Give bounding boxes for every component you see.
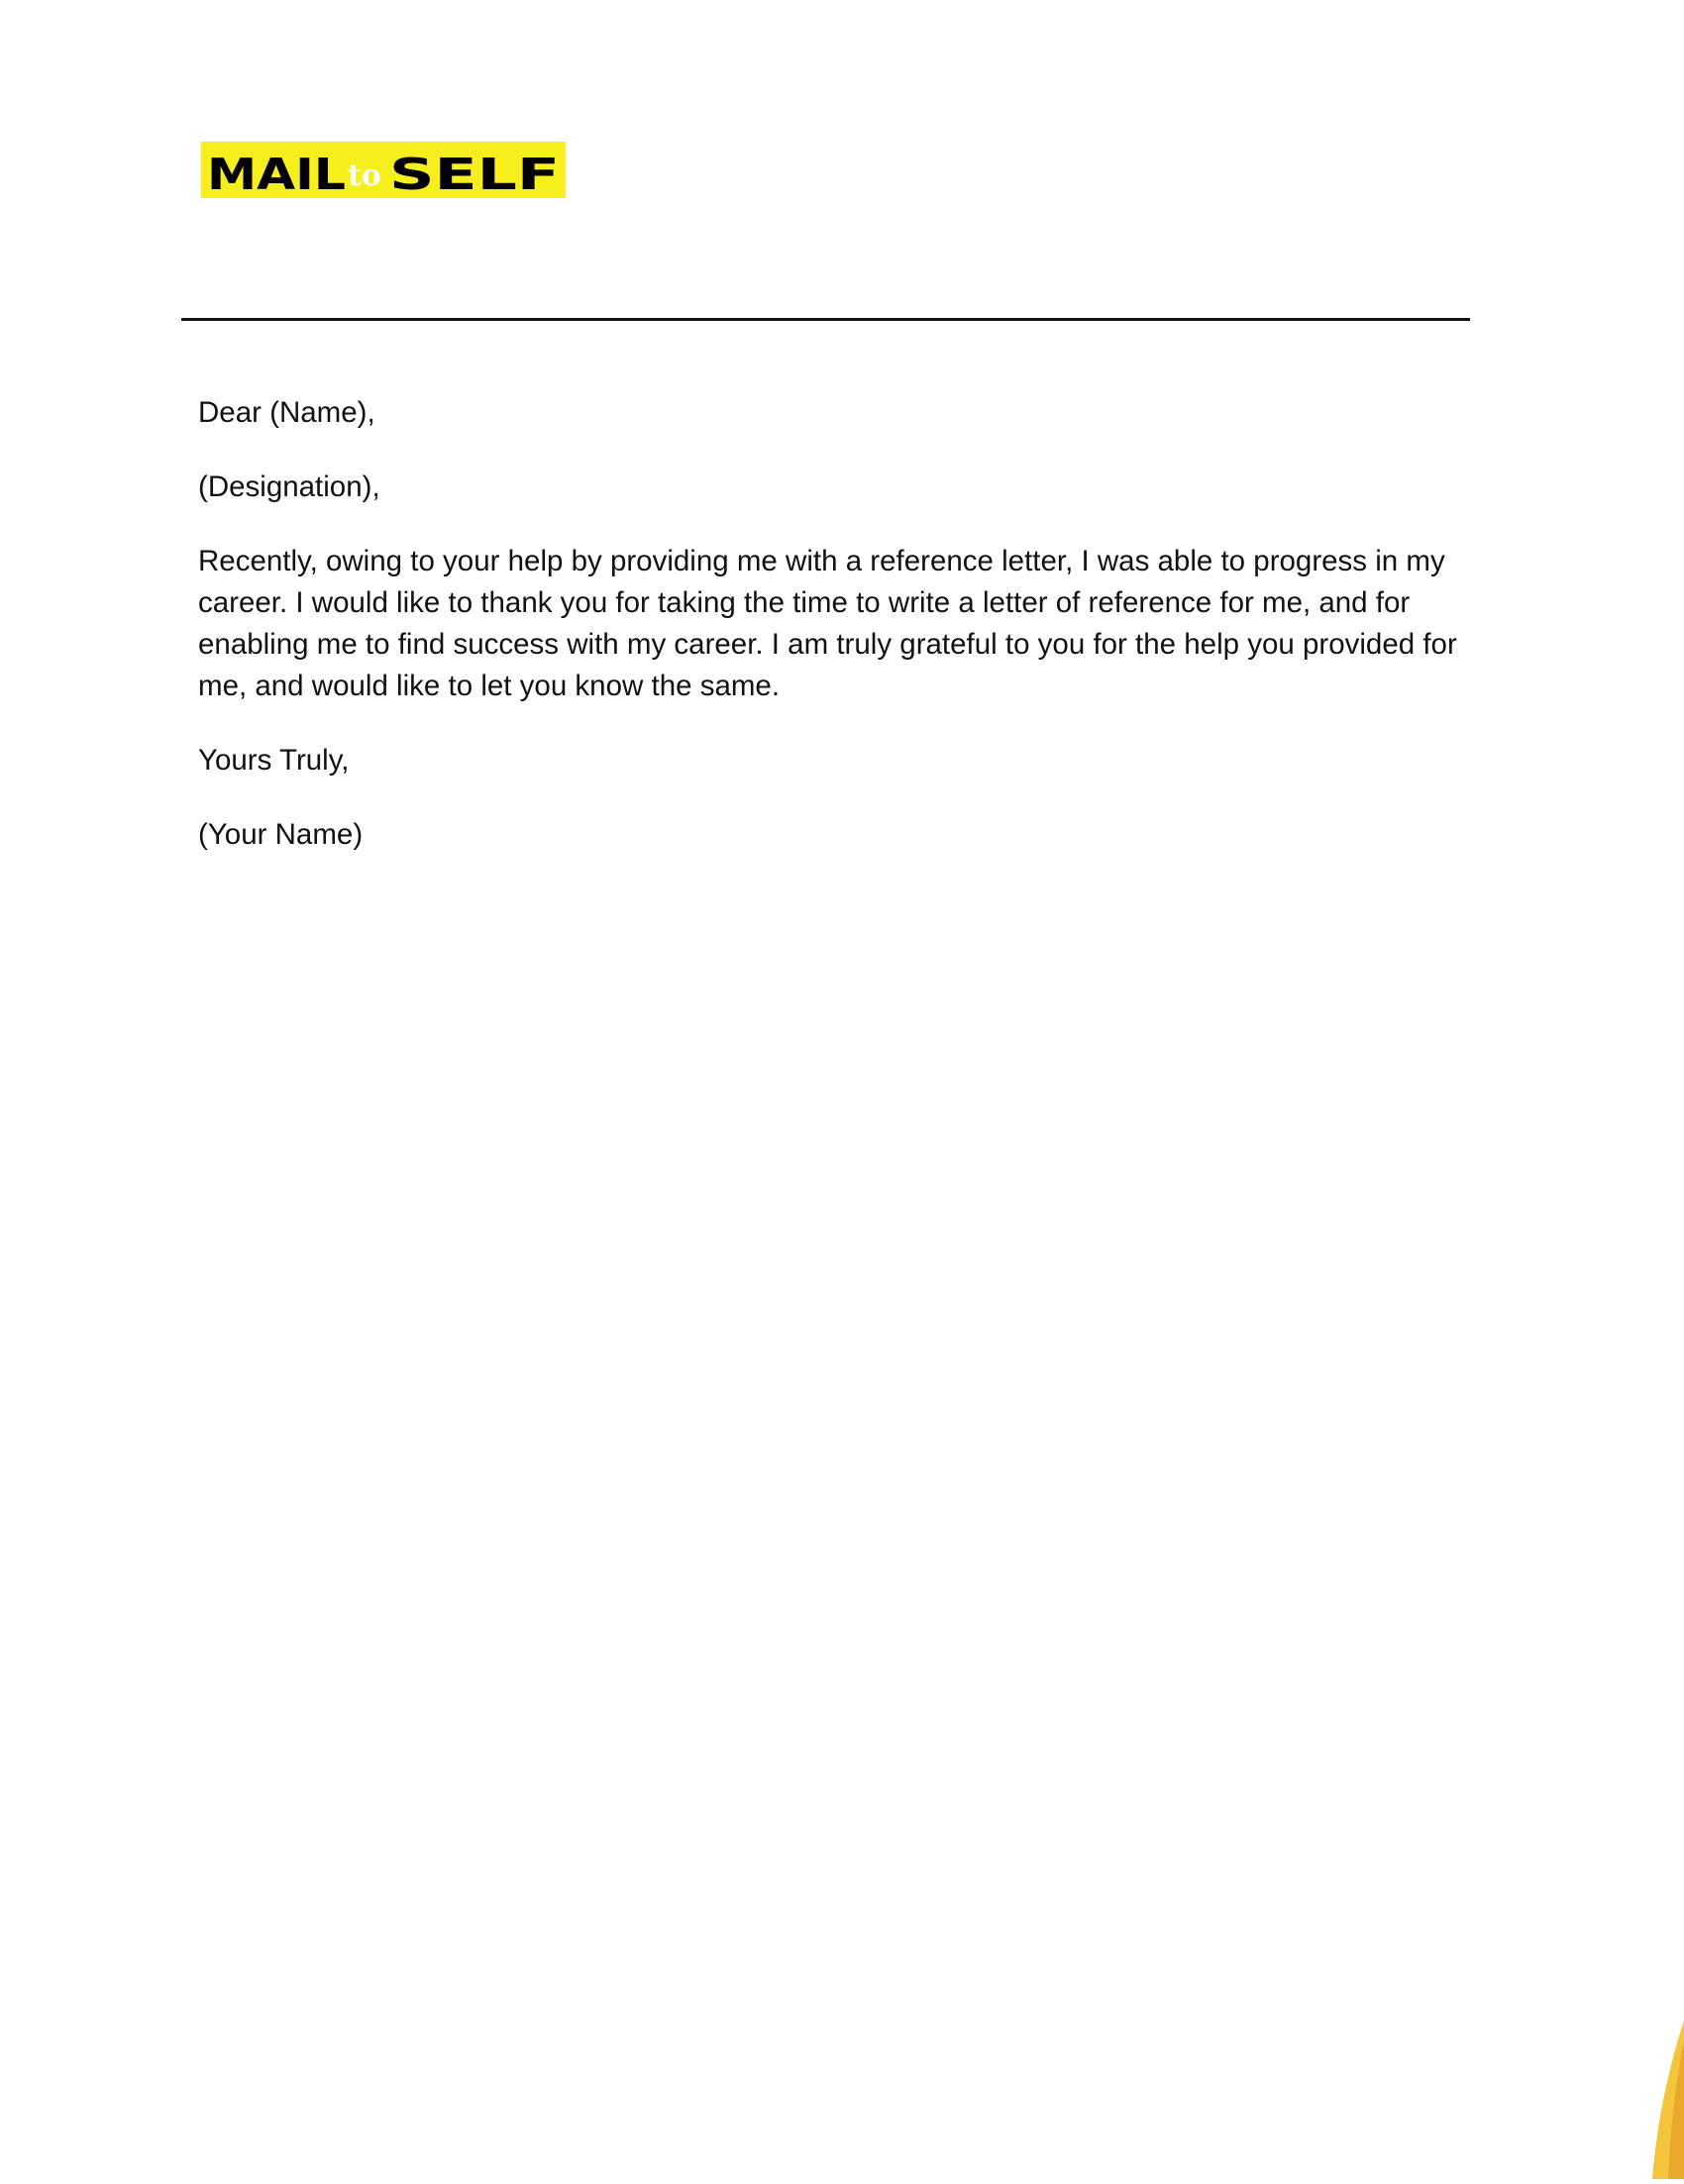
- svg-text:to: to: [348, 158, 381, 193]
- mail-to-self-logo: [201, 142, 566, 198]
- designation: (Designation),: [198, 470, 380, 503]
- letter-body: [198, 392, 1486, 888]
- salutation: Dear (Name),: [198, 396, 375, 429]
- corner-decoration: [1625, 2021, 1684, 2179]
- svg-text:MAIL: MAIL: [207, 150, 346, 198]
- svg-text:SELF: SELF: [389, 150, 560, 198]
- header-divider: [181, 318, 1470, 321]
- signature: (Your Name): [198, 818, 364, 851]
- logo-graphic: [201, 142, 566, 198]
- closing: Yours Truly,: [198, 744, 350, 777]
- letter-paragraph: Recently, owing to your help by providing me with a reference letter, I was able to progress in my career. I would like to thank you for taking the time to write a letter of reference for me, and for enabling me to find success with my career. I am truly grateful to you for the help you provided for me, and would like to let you know the same.: [198, 545, 1457, 702]
